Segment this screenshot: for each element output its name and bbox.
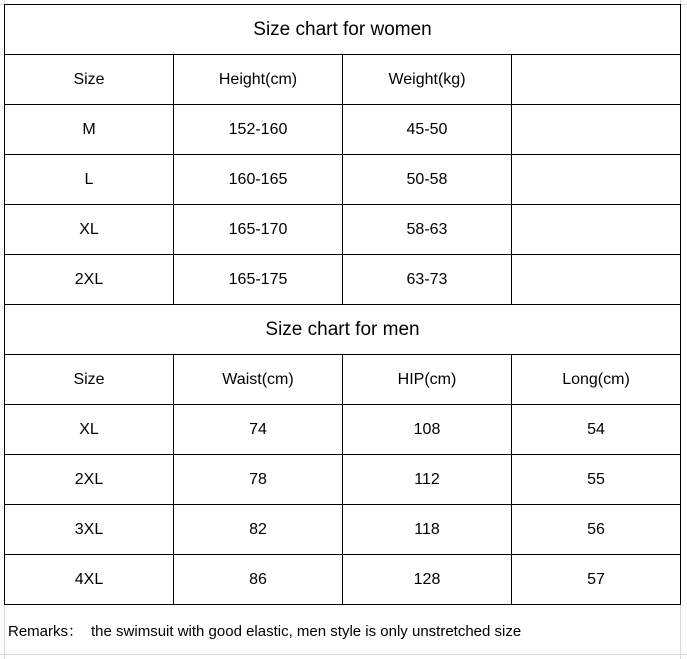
women-title-row <box>5 5 681 55</box>
weight-cell: 58-63 <box>343 205 512 255</box>
header-cell: Size <box>5 355 174 405</box>
size-cell: 3XL <box>5 505 174 555</box>
hip-cell: 108 <box>343 405 512 455</box>
long-cell: 57 <box>512 555 681 605</box>
height-cell: 165-170 <box>174 205 343 255</box>
size-cell: 2XL <box>5 455 174 505</box>
size-cell: XL <box>5 405 174 455</box>
weight-cell: 50-58 <box>343 155 512 205</box>
size-chart-table <box>4 4 681 605</box>
height-cell: 152-160 <box>174 105 343 155</box>
height-cell: 160-165 <box>174 155 343 205</box>
header-cell: Long(cm) <box>512 355 681 405</box>
remarks-label: Remarks： <box>8 623 84 640</box>
hip-cell: 118 <box>343 505 512 555</box>
remarks-text: the swimsuit with good elastic, men style is only unstretched size <box>91 623 522 640</box>
men-header-row <box>5 355 681 405</box>
waist-cell: 78 <box>174 455 343 505</box>
table-row <box>5 105 681 155</box>
size-cell: L <box>5 155 174 205</box>
weight-cell: 45-50 <box>343 105 512 155</box>
header-cell: Size <box>5 55 174 105</box>
header-cell: Height(cm) <box>174 55 343 105</box>
table-row <box>5 455 681 505</box>
table-row <box>5 155 681 205</box>
hip-cell: 128 <box>343 555 512 605</box>
table-row <box>5 555 681 605</box>
table-row <box>5 205 681 255</box>
long-cell: 55 <box>512 455 681 505</box>
header-cell: Weight(kg) <box>343 55 512 105</box>
size-cell: XL <box>5 205 174 255</box>
men-chart-title: Size chart for men <box>5 305 681 355</box>
long-cell: 56 <box>512 505 681 555</box>
size-cell: M <box>5 105 174 155</box>
table-row <box>5 505 681 555</box>
size-cell: 2XL <box>5 255 174 305</box>
empty-cell <box>512 155 681 205</box>
empty-cell <box>512 205 681 255</box>
table-row <box>5 255 681 305</box>
hip-cell: 112 <box>343 455 512 505</box>
women-chart-title: Size chart for women <box>5 5 681 55</box>
header-cell: HIP(cm) <box>343 355 512 405</box>
waist-cell: 82 <box>174 505 343 555</box>
weight-cell: 63-73 <box>343 255 512 305</box>
waist-cell: 74 <box>174 405 343 455</box>
table-row <box>5 405 681 455</box>
header-cell <box>512 55 681 105</box>
long-cell: 54 <box>512 405 681 455</box>
size-cell: 4XL <box>5 555 174 605</box>
header-cell: Waist(cm) <box>174 355 343 405</box>
waist-cell: 86 <box>174 555 343 605</box>
empty-cell <box>512 105 681 155</box>
men-title-row <box>5 305 681 355</box>
height-cell: 165-175 <box>174 255 343 305</box>
sheet-gridline <box>0 654 687 655</box>
women-header-row <box>5 55 681 105</box>
remarks-line <box>8 620 521 641</box>
empty-cell <box>512 255 681 305</box>
